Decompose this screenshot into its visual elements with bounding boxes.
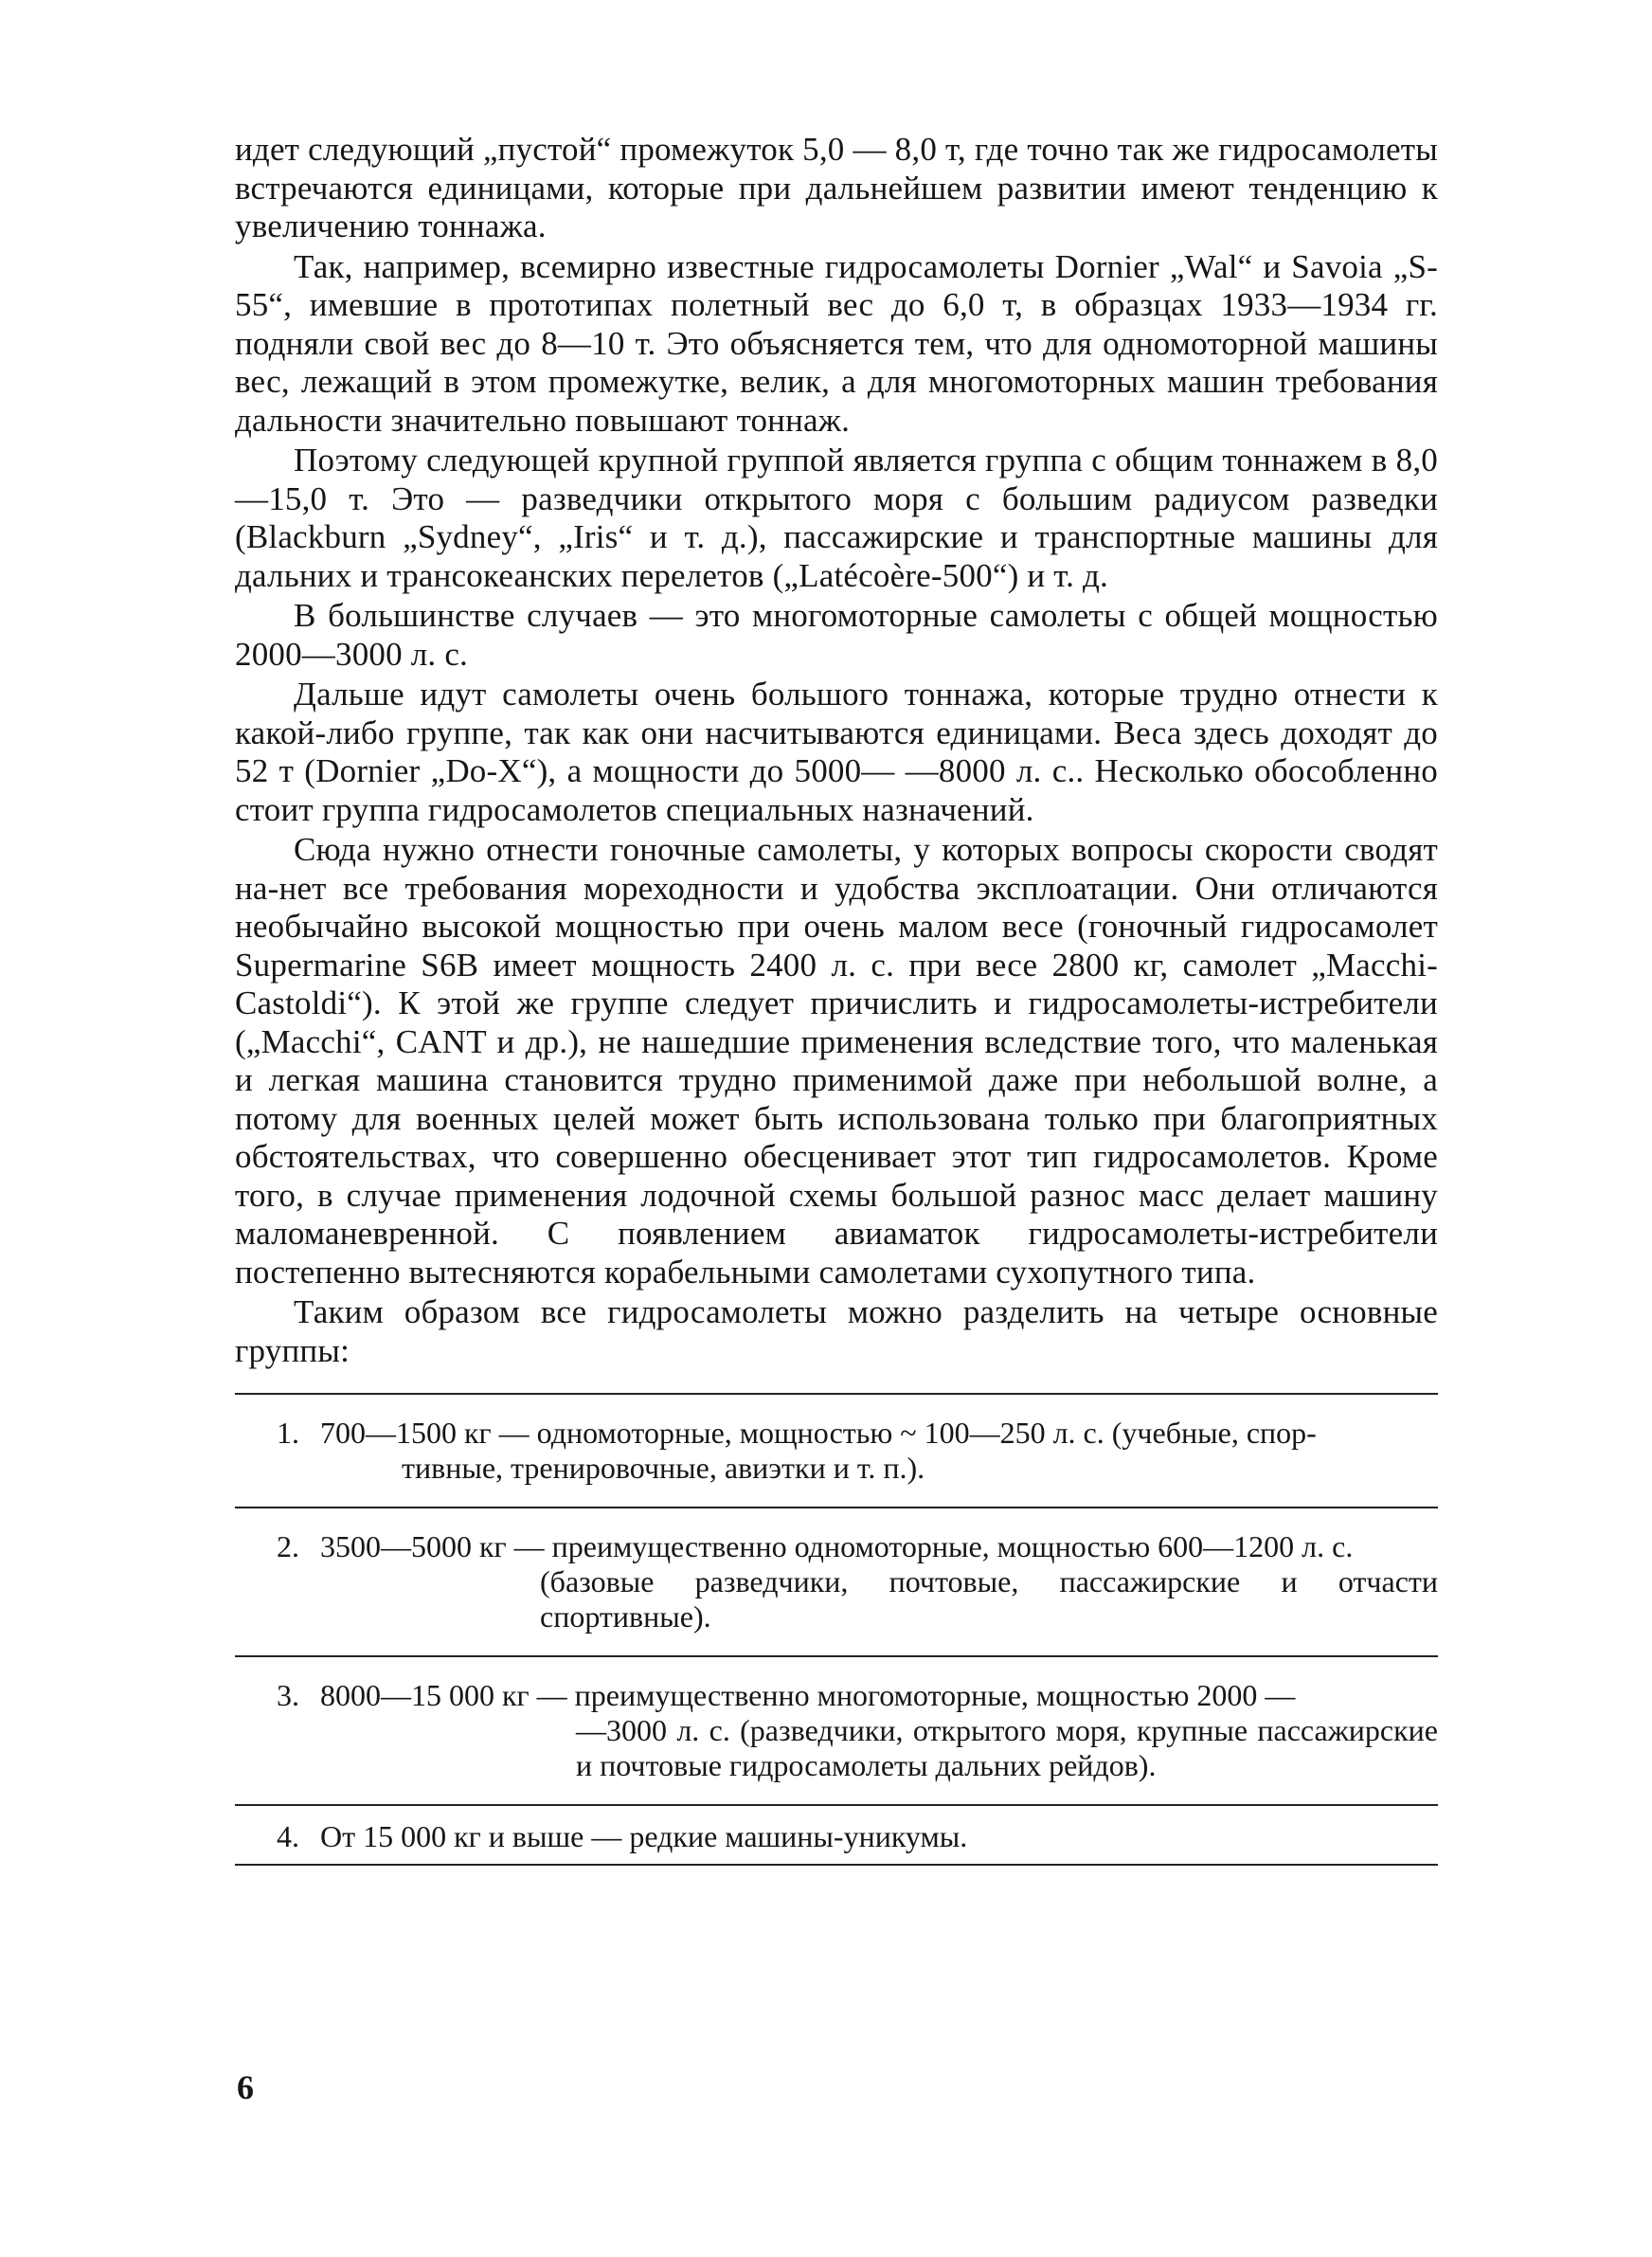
- page-number: 6: [237, 2068, 254, 2106]
- group-number: 2.: [277, 1529, 299, 1563]
- group-line: 700—1500 кг — одномоторные, мощностью ~ 100—250 л. с. (учебные, спор-: [320, 1416, 1317, 1450]
- group-number: 1.: [277, 1416, 299, 1450]
- group-continuation: —3000 л. с. (разведчики, открытого моря, крупные пассажирские и почтовые гидросамолеты дальних рейдов).: [576, 1713, 1438, 1782]
- group-continuation: тивные, тренировочные, авиэтки и т. п.).: [402, 1451, 925, 1485]
- paragraph: Поэтому следующей крупной группой является группа с общим тоннажем в 8,0—15,0 т. Это — разведчики открытого моря с большим радиусом разведки (Blackburn „Sydney“, „Iris“ и т. д.), пассажирские и транспортные машины для дальних и трансокеанских перелетов („Latécoère-500“) и т. д.: [235, 442, 1438, 594]
- paragraph: Сюда нужно отнести гоночные самолеты, у которых вопросы скорости сводят на-нет все требования мореходности и удобства эксплоатации. Они отличаются необычайно высокой мощностью при очень малом весе (гоночный гидросамолет Supermarine S6B имеет мощность 2400 л. с. при весе 2800 кг, самолет „Macchi-Castoldi“). К этой же группе следует причислить и гидросамолеты-истребители („Macchi“, CANT и др.), не нашедшие применения вследствие того, что маленькая и легкая машина становится трудно применимой даже при небольшой волне, а потому для военных целей может быть использована только при благоприятных обстоятельствах, что совершенно обесценивает этот тип гидросамолетов. Кроме того, в случае применения лодочной схемы большой разнос масс делает машину маломаневренной. С появлением авиаматок гидросамолеты-истребители постепенно вытесняются корабельными самолетами сухопутного типа.: [235, 831, 1438, 1291]
- group-line: 3500—5000 кг — преимущественно одномоторные, мощностью 600—1200 л. с.: [320, 1529, 1354, 1563]
- paragraph: В большинстве случаев — это многомоторные самолеты с общей мощностью 2000—3000 л. с.: [235, 597, 1438, 673]
- group-row-2: [235, 1508, 1438, 1655]
- group-table: [235, 1393, 1438, 1866]
- group-text: [320, 1529, 1438, 1634]
- group-continuation: (базовые разведчики, почтовые, пассажирские и отчасти спортивные).: [540, 1564, 1438, 1634]
- paragraph: Так, например, всемирно известные гидросамолеты Dornier „Wal“ и Savoia „S-55“, имевшие в прототипах полетный вес до 6,0 т, в образцах 1933—1934 гг. подняли свой вес до 8—10 т. Это объясняется тем, что для одномоторной машины вес, лежащий в этом промежутке, велик, а для многомоторных машин требования дальности значительно повышают тоннаж.: [235, 247, 1438, 439]
- group-text: [320, 1416, 1438, 1486]
- group-number: 4.: [277, 1819, 299, 1853]
- paragraph: Таким образом все гидросамолеты можно разделить на четыре основные группы:: [235, 1293, 1438, 1369]
- group-row-4: [235, 1806, 1438, 1864]
- group-line: 8000—15 000 кг — преимущественно многомоторные, мощностью 2000 —: [320, 1678, 1296, 1712]
- group-text: [320, 1678, 1438, 1783]
- group-text: [320, 1819, 1438, 1854]
- paragraph: идет следующий „пустой“ промежуток 5,0 — 8,0 т, где точно так же гидросамолеты встречаются единицами, которые при дальнейшем развитии имеют тенденцию к увеличению тоннажа.: [235, 131, 1438, 244]
- group-number: 3.: [277, 1678, 299, 1712]
- group-line: От 15 000 кг и выше — редкие машины-уникумы.: [320, 1819, 968, 1853]
- paragraph: Дальше идут самолеты очень большого тоннажа, которые трудно отнести к какой-либо группе, так как они насчитываются единицами. Веса здесь доходят до 52 т (Dornier „Do-X“), а мощности до 5000— —8000 л. с.. Несколько обособленно стоит группа гидросамолетов специальных назначений.: [235, 676, 1438, 828]
- page-body: [235, 131, 1438, 1866]
- group-row-3: [235, 1657, 1438, 1804]
- group-row-1: [235, 1395, 1438, 1507]
- table-rule: [235, 1864, 1438, 1866]
